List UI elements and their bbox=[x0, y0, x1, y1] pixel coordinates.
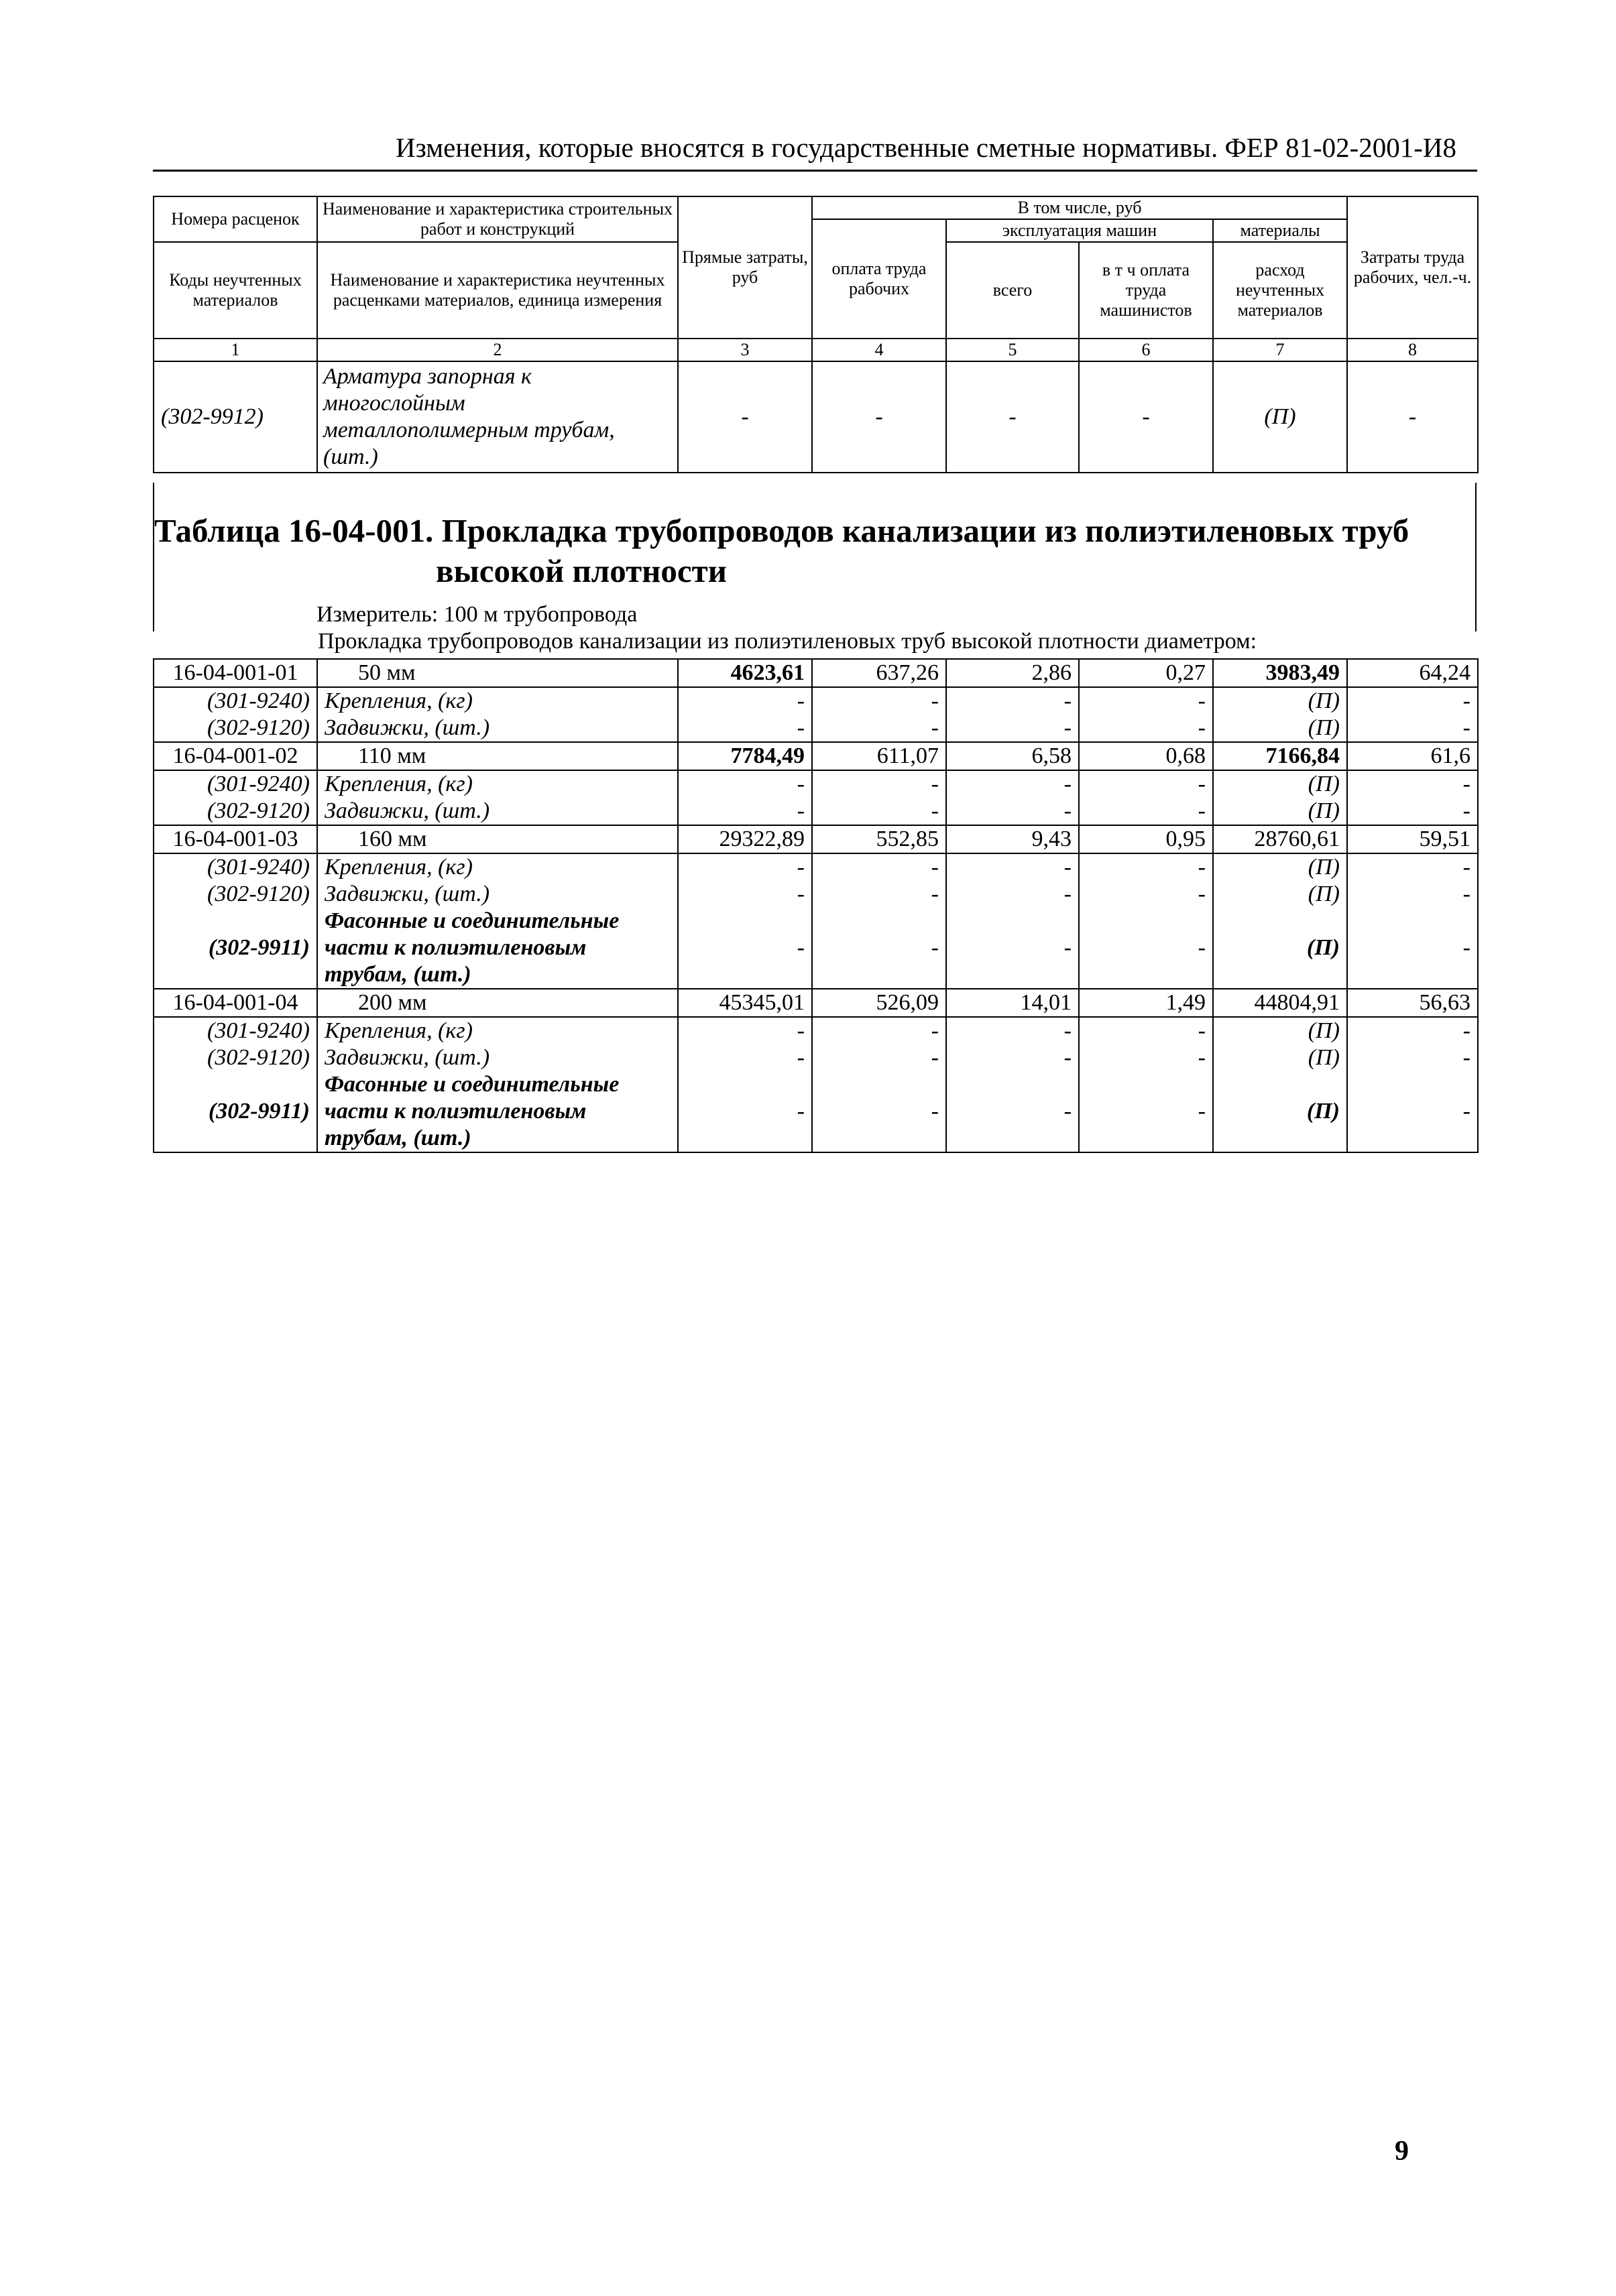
header-materials-unaccounted: расход неучтенных материалов bbox=[1213, 242, 1347, 339]
material-name: Задвижки, (шт.) bbox=[317, 798, 678, 825]
rate-materials: 28760,61 bbox=[1213, 825, 1347, 853]
material-code: (302-9911) bbox=[154, 908, 317, 989]
material-code: (301-9240) bbox=[154, 1017, 317, 1044]
material-hours: - bbox=[1347, 687, 1478, 715]
header-machine-total: всего bbox=[946, 242, 1079, 339]
material-direct: - bbox=[678, 908, 812, 989]
material-materials: (П) bbox=[1213, 687, 1347, 715]
rate-machinist-pay: 0,68 bbox=[1079, 742, 1213, 770]
rate-diameter: 200 мм bbox=[317, 989, 678, 1017]
material-code: (302-9120) bbox=[154, 1044, 317, 1071]
header-unaccounted-name: Наименование и характеристика неучтенных расценками материалов, единица измерения bbox=[317, 242, 678, 339]
material-machines: - bbox=[946, 908, 1079, 989]
rate-direct-costs: 29322,89 bbox=[678, 825, 812, 853]
material-name: Крепления, (кг) bbox=[317, 853, 678, 881]
material-machinist: - bbox=[1079, 715, 1213, 742]
table-title bbox=[154, 511, 1468, 591]
header-rule bbox=[153, 170, 1477, 172]
material-row bbox=[154, 715, 1478, 742]
material-direct: - bbox=[678, 1017, 812, 1044]
material-labor: - bbox=[812, 881, 946, 908]
material-code: (301-9240) bbox=[154, 853, 317, 881]
prior-row-machines: - bbox=[946, 361, 1079, 473]
header-labor-costs: Затраты труда рабочих, чел.-ч. bbox=[1347, 196, 1478, 339]
material-machinist: - bbox=[1079, 798, 1213, 825]
col-number: 2 bbox=[317, 339, 678, 361]
rate-code: 16-04-001-04 bbox=[154, 989, 317, 1017]
material-name: Крепления, (кг) bbox=[317, 770, 678, 798]
material-materials: (П) bbox=[1213, 881, 1347, 908]
material-name: Фасонные и соединительные части к полиэтиленовым трубам, (шт.) bbox=[317, 1071, 678, 1152]
rate-row bbox=[154, 659, 1478, 687]
rate-labor-hours: 64,24 bbox=[1347, 659, 1478, 687]
rate-diameter: 50 мм bbox=[317, 659, 678, 687]
material-direct: - bbox=[678, 853, 812, 881]
material-labor: - bbox=[812, 1044, 946, 1071]
material-hours: - bbox=[1347, 853, 1478, 881]
material-machines: - bbox=[946, 881, 1079, 908]
rate-machinist-pay: 0,27 bbox=[1079, 659, 1213, 687]
page-number: 9 bbox=[1395, 2136, 1409, 2167]
material-machines: - bbox=[946, 1017, 1079, 1044]
column-header-table bbox=[153, 196, 1479, 473]
material-machines: - bbox=[946, 798, 1079, 825]
rate-direct-costs: 7784,49 bbox=[678, 742, 812, 770]
material-labor: - bbox=[812, 770, 946, 798]
material-machinist: - bbox=[1079, 770, 1213, 798]
rate-labor-pay: 637,26 bbox=[812, 659, 946, 687]
material-machines: - bbox=[946, 687, 1079, 715]
rate-row bbox=[154, 825, 1478, 853]
material-materials: (П) bbox=[1213, 908, 1347, 989]
col-number: 6 bbox=[1079, 339, 1213, 361]
material-direct: - bbox=[678, 715, 812, 742]
rate-machinist-pay: 1,49 bbox=[1079, 989, 1213, 1017]
material-materials: (П) bbox=[1213, 1017, 1347, 1044]
material-machines: - bbox=[946, 1044, 1079, 1071]
material-direct: - bbox=[678, 881, 812, 908]
rate-row bbox=[154, 989, 1478, 1017]
material-machines: - bbox=[946, 853, 1079, 881]
material-name: Задвижки, (шт.) bbox=[317, 1044, 678, 1071]
material-direct: - bbox=[678, 687, 812, 715]
material-name: Крепления, (кг) bbox=[317, 1017, 678, 1044]
material-hours: - bbox=[1347, 881, 1478, 908]
header-labor-pay: оплата труда рабочих bbox=[812, 219, 946, 339]
material-code: (302-9120) bbox=[154, 715, 317, 742]
material-materials: (П) bbox=[1213, 770, 1347, 798]
rate-labor-hours: 61,6 bbox=[1347, 742, 1478, 770]
header-materials: материалы bbox=[1213, 219, 1347, 242]
col-number: 5 bbox=[946, 339, 1079, 361]
header-rate-numbers: Номера расценок bbox=[154, 196, 317, 242]
col-number: 7 bbox=[1213, 339, 1347, 361]
rate-code: 16-04-001-01 bbox=[154, 659, 317, 687]
material-name: Задвижки, (шт.) bbox=[317, 881, 678, 908]
rate-labor-pay: 611,07 bbox=[812, 742, 946, 770]
material-materials: (П) bbox=[1213, 1044, 1347, 1071]
prior-row-machinist: - bbox=[1079, 361, 1213, 473]
material-labor: - bbox=[812, 1017, 946, 1044]
material-labor: - bbox=[812, 715, 946, 742]
material-machinist: - bbox=[1079, 1017, 1213, 1044]
material-row bbox=[154, 1044, 1478, 1071]
material-machines: - bbox=[946, 1071, 1079, 1152]
material-hours: - bbox=[1347, 770, 1478, 798]
material-direct: - bbox=[678, 1044, 812, 1071]
material-hours: - bbox=[1347, 908, 1478, 989]
material-row bbox=[154, 1017, 1478, 1044]
rate-labor-hours: 56,63 bbox=[1347, 989, 1478, 1017]
material-machinist: - bbox=[1079, 1044, 1213, 1071]
col-number: 3 bbox=[678, 339, 812, 361]
rate-machinist-pay: 0,95 bbox=[1079, 825, 1213, 853]
material-row bbox=[154, 798, 1478, 825]
material-code: (301-9240) bbox=[154, 687, 317, 715]
rate-direct-costs: 4623,61 bbox=[678, 659, 812, 687]
col-number: 8 bbox=[1347, 339, 1478, 361]
rate-labor-pay: 552,85 bbox=[812, 825, 946, 853]
rate-labor-hours: 59,51 bbox=[1347, 825, 1478, 853]
rate-row bbox=[154, 742, 1478, 770]
rate-labor-pay: 526,09 bbox=[812, 989, 946, 1017]
rate-materials: 3983,49 bbox=[1213, 659, 1347, 687]
rate-machine-total: 2,86 bbox=[946, 659, 1079, 687]
prior-row-name: Арматура запорная к многослойным металлополимерным трубам, (шт.) bbox=[317, 361, 678, 473]
header-work-name: Наименование и характеристика строительных работ и конструкций bbox=[317, 196, 678, 242]
material-row bbox=[154, 908, 1478, 989]
material-row bbox=[154, 853, 1478, 881]
material-labor: - bbox=[812, 908, 946, 989]
material-name: Задвижки, (шт.) bbox=[317, 715, 678, 742]
material-row bbox=[154, 1071, 1478, 1152]
material-hours: - bbox=[1347, 715, 1478, 742]
material-row bbox=[154, 881, 1478, 908]
rate-machine-total: 14,01 bbox=[946, 989, 1079, 1017]
material-materials: (П) bbox=[1213, 715, 1347, 742]
header-direct-costs: Прямые затраты, руб bbox=[678, 196, 812, 339]
material-code: (302-9911) bbox=[154, 1071, 317, 1152]
table-title-line1: Таблица 16-04-001. Прокладка трубопроводов канализации из полиэтиленовых труб bbox=[154, 512, 1409, 549]
page-header: Изменения, которые вносятся в государственные сметные нормативы. ФЕР 81-02-2001-И8 bbox=[396, 132, 1457, 163]
material-name: Крепления, (кг) bbox=[317, 687, 678, 715]
material-direct: - bbox=[678, 770, 812, 798]
material-row bbox=[154, 687, 1478, 715]
material-machinist: - bbox=[1079, 881, 1213, 908]
material-materials: (П) bbox=[1213, 1071, 1347, 1152]
material-machinist: - bbox=[1079, 1071, 1213, 1152]
material-code: (302-9120) bbox=[154, 881, 317, 908]
rate-materials: 7166,84 bbox=[1213, 742, 1347, 770]
rate-code: 16-04-001-03 bbox=[154, 825, 317, 853]
material-direct: - bbox=[678, 798, 812, 825]
rate-diameter: 110 мм bbox=[317, 742, 678, 770]
prior-row-direct: - bbox=[678, 361, 812, 473]
prior-row-code: (302-9912) bbox=[154, 361, 317, 473]
material-row bbox=[154, 770, 1478, 798]
material-hours: - bbox=[1347, 798, 1478, 825]
material-machinist: - bbox=[1079, 853, 1213, 881]
material-code: (302-9120) bbox=[154, 798, 317, 825]
rate-code: 16-04-001-02 bbox=[154, 742, 317, 770]
header-machine-operation: эксплуатация машин bbox=[946, 219, 1213, 242]
col-number: 4 bbox=[812, 339, 946, 361]
material-hours: - bbox=[1347, 1017, 1478, 1044]
material-labor: - bbox=[812, 1071, 946, 1152]
title-frame-right bbox=[1475, 483, 1477, 631]
material-direct: - bbox=[678, 1071, 812, 1152]
material-labor: - bbox=[812, 853, 946, 881]
prior-row-materials: (П) bbox=[1213, 361, 1347, 473]
material-labor: - bbox=[812, 798, 946, 825]
material-machinist: - bbox=[1079, 908, 1213, 989]
rate-diameter: 160 мм bbox=[317, 825, 678, 853]
header-including: В том числе, руб bbox=[812, 196, 1347, 219]
material-labor: - bbox=[812, 687, 946, 715]
material-materials: (П) bbox=[1213, 798, 1347, 825]
prior-row-labor: - bbox=[812, 361, 946, 473]
measure-unit: Измеритель: 100 м трубопровода bbox=[316, 602, 638, 627]
rate-machine-total: 6,58 bbox=[946, 742, 1079, 770]
section-caption: Прокладка трубопроводов канализации из полиэтиленовых труб высокой плотности диаметром: bbox=[318, 629, 1257, 654]
rate-direct-costs: 45345,01 bbox=[678, 989, 812, 1017]
material-machinist: - bbox=[1079, 687, 1213, 715]
rates-table bbox=[153, 658, 1479, 1153]
material-code: (301-9240) bbox=[154, 770, 317, 798]
material-machines: - bbox=[946, 715, 1079, 742]
header-unaccounted-codes: Коды неучтенных материалов bbox=[154, 242, 317, 339]
material-hours: - bbox=[1347, 1071, 1478, 1152]
col-number: 1 bbox=[154, 339, 317, 361]
material-name: Фасонные и соединительные части к полиэтиленовым трубам, (шт.) bbox=[317, 908, 678, 989]
material-hours: - bbox=[1347, 1044, 1478, 1071]
table-title-line2: высокой плотности bbox=[436, 552, 727, 589]
material-machines: - bbox=[946, 770, 1079, 798]
rate-machine-total: 9,43 bbox=[946, 825, 1079, 853]
header-machinist-pay: в т ч оплата труда машинистов bbox=[1079, 242, 1213, 339]
material-materials: (П) bbox=[1213, 853, 1347, 881]
rate-materials: 44804,91 bbox=[1213, 989, 1347, 1017]
prior-row-hours: - bbox=[1347, 361, 1478, 473]
